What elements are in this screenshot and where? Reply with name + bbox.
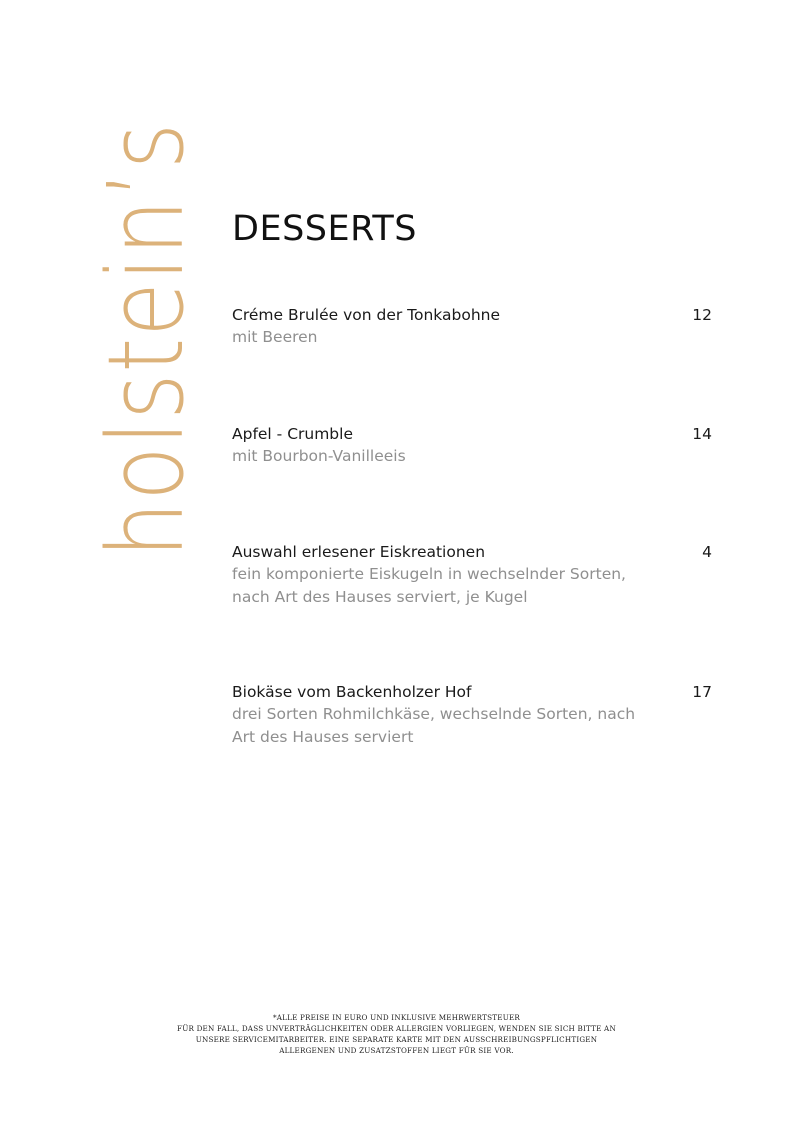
footer-line: *ALLE PREISE IN EURO UND INKLUSIVE MEHRWERTSTEUER: [272, 1013, 521, 1022]
menu-item-header: [232, 304, 712, 326]
brand-logo: [85, 48, 207, 560]
menu-item-description: fein komponierte Eiskugeln in wechselnder Sorten, nach Art des Hauses serviert, je Kugel: [232, 565, 626, 606]
menu-item-description: mit Bourbon-Vanilleeis: [232, 447, 406, 465]
menu-item: [232, 304, 712, 349]
menu-item-price: 14: [692, 425, 712, 443]
brand-logo-graphic: [85, 48, 207, 560]
menu-item: [232, 423, 712, 468]
footer-line: ALLERGENEN UND ZUSATZSTOFFEN LIEGT FÜR SIE VOR.: [279, 1046, 514, 1055]
menu-item-header: [232, 541, 712, 563]
brand-logo-text: holstein’s: [85, 48, 207, 558]
menu-item-description: drei Sorten Rohmilchkäse, wechselnde Sorten, nach Art des Hauses serviert: [232, 705, 636, 746]
footer-line: UNSERE SERVICEMITARBEITER. EINE SEPARATE KARTE MIT DEN AUSSCHREIBUNGSPFLICHTIGEN: [195, 1035, 598, 1044]
menu-item-price: 4: [702, 543, 712, 561]
menu-item-name: Auswahl erlesener Eiskreationen: [232, 543, 486, 561]
menu-item-description: mit Beeren: [232, 328, 318, 346]
menu-item-name: Créme Brulée von der Tonkabohne: [232, 306, 501, 324]
footer-line: FÜR DEN FALL, DASS UNVERTRÄGLICHKEITEN ODER ALLERGIEN VORLIEGEN, WENDEN SIE SICH BITTE AN: [177, 1024, 616, 1033]
menu-item-name: Biokäse vom Backenholzer Hof: [232, 683, 472, 701]
menu-item-price: 17: [692, 683, 712, 701]
menu-item-price: 12: [692, 306, 712, 324]
menu-item: [232, 681, 712, 749]
page-title: DESSERTS: [232, 209, 417, 249]
menu-item-header: [232, 423, 712, 445]
menu-item: [232, 541, 712, 609]
menu-item-header: [232, 681, 712, 703]
footer-notice: [0, 1012, 793, 1056]
menu-item-name: Apfel - Crumble: [232, 425, 353, 443]
